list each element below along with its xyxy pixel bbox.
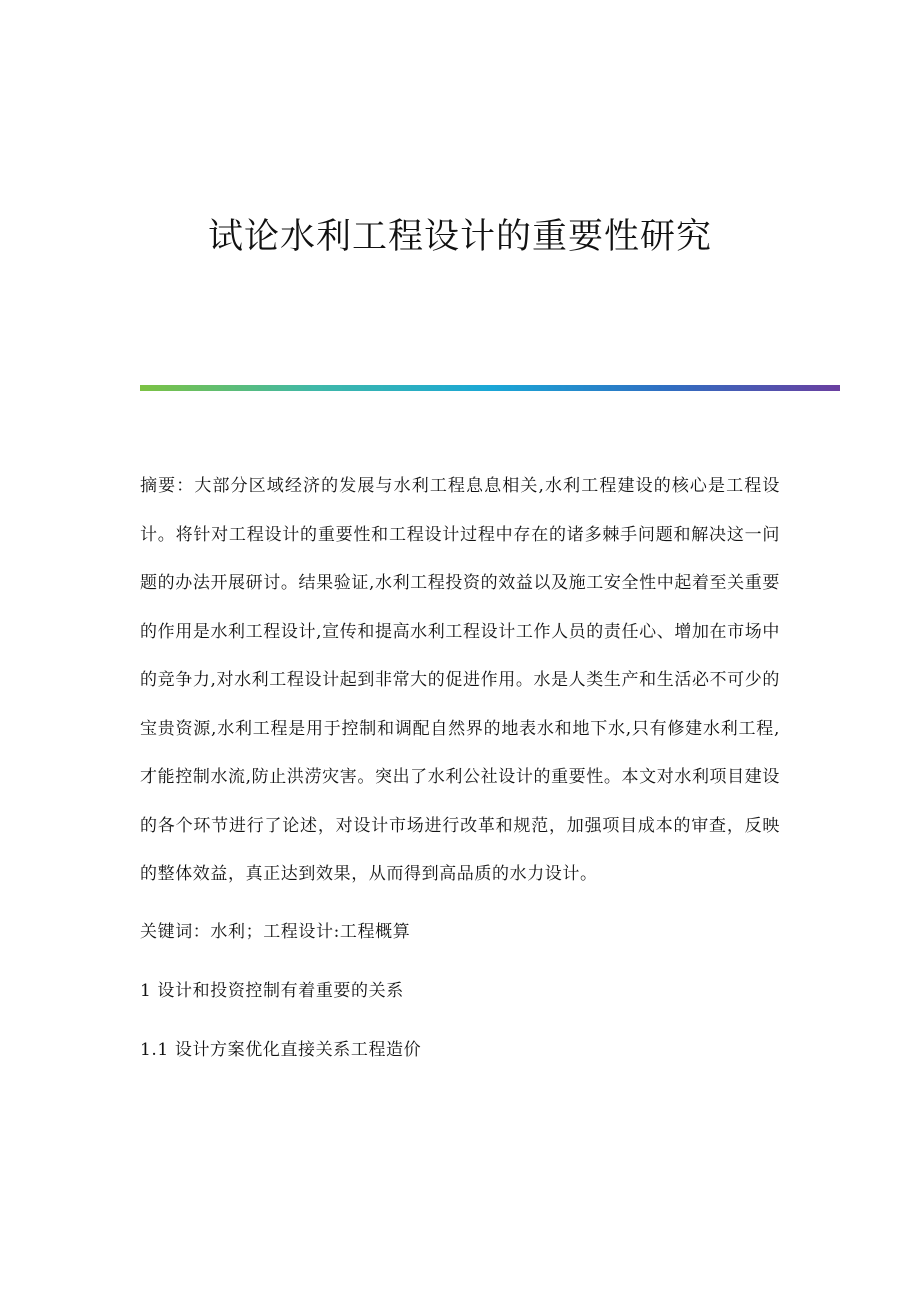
document-title: 试论水利工程设计的重要性研究 <box>207 217 712 257</box>
document-body <box>140 462 780 1062</box>
keywords-line: 关键词：水利；工程设计:工程概算 <box>140 921 411 942</box>
section-heading-1-1: 1.1 设计方案优化直接关系工程造价 <box>140 1039 422 1060</box>
abstract-paragraph: 摘要：大部分区域经济的发展与水利工程息息相关,水利工程建设的核心是工程设计。将针对工程设计的重要性和工程设计过程中存在的诸多棘手问题和解决这一问题的办法开展研讨。结果验证,水利工程投资的效益以及施工安全性中起着至关重要的作用是水利工程设计,宣传和提高水利工程设计工作人员的责任心、增加在市场中的竞争力,对水利工程设计起到非常大的促进作用。水是人类生产和生活必不可少的宝贵资源,水利工程是用于控制和调配自然界的地表水和地下水,只有修建水利工程,才能控制水流,防止洪涝灾害。突出了水利公社设计的重要性。本文对水利项目建设的各个环节进行了论述，对设计市场进行改革和规范，加强项目成本的审查，反映的整体效益，真正达到效果，从而得到高品质的水力设计。 <box>140 476 780 884</box>
title-divider-bar <box>140 385 840 391</box>
section-heading-1: 1 设计和投资控制有着重要的关系 <box>140 980 404 1001</box>
